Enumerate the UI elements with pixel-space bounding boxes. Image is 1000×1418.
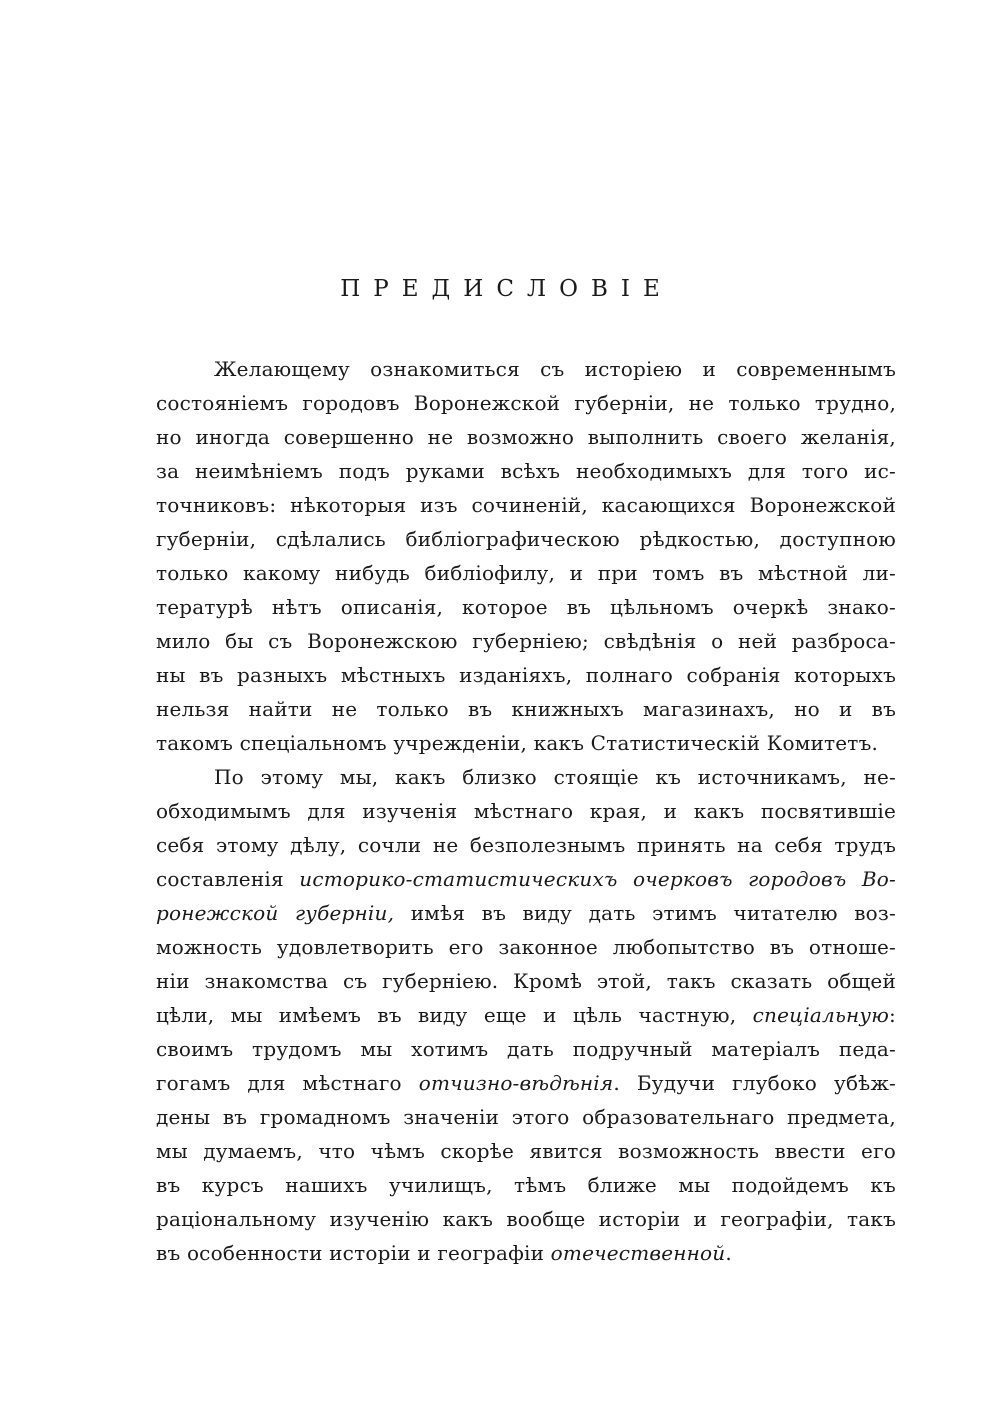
text-line xyxy=(156,896,896,930)
text-run: имѣя въ виду дать этимъ читателю воз- xyxy=(394,901,896,925)
text-line: дены въ громадномъ значеніи этого образовательнаго предмета, xyxy=(156,1105,896,1129)
text-line: состояніемъ городовъ Воронежской губерніи, не только трудно, xyxy=(156,391,896,415)
text-line: раціональному изученію какъ вообще исторіи и географіи, такъ xyxy=(156,1207,896,1231)
text-line: обходимымъ для изученія мѣстнаго края, и какъ посвятившіе xyxy=(156,799,896,823)
text-line xyxy=(156,862,896,896)
text-line xyxy=(156,998,896,1032)
text-line: можность удовлетворить его законное любопытство въ отноше- xyxy=(156,935,896,959)
text-line: только какому нибудь библіофилу, и при томъ въ мѣстной ли- xyxy=(156,561,896,585)
text-line: ніи знакомства съ губерніею. Кромѣ этой, такъ сказать общей xyxy=(156,969,896,993)
italic-word: отечественной xyxy=(550,1241,726,1265)
text-line xyxy=(156,1236,896,1270)
text-line: такомъ спеціальномъ учрежденіи, какъ Статистическій Комитетъ. xyxy=(156,731,879,755)
paragraph-1 xyxy=(156,352,896,760)
text-run: въ особенности исторіи и географіи xyxy=(156,1241,551,1265)
italic-word: спеціальную xyxy=(752,1003,890,1027)
text-line: губерніи, сдѣлались библіографическою рѣдкостью, доступною xyxy=(156,527,896,551)
text-run: : xyxy=(889,1003,896,1027)
text-line xyxy=(156,1066,896,1100)
text-line: себя этому дѣлу, сочли не безполезнымъ принять на себя трудъ xyxy=(156,833,896,857)
italic-title-run: историко-статистическихъ очерковъ городовъ Во- xyxy=(299,867,896,891)
text-run: . Будучи глубоко убѣж- xyxy=(613,1071,896,1095)
text-line: своимъ трудомъ мы хотимъ дать подручный матеріалъ педа- xyxy=(156,1037,896,1061)
italic-word: отчизно-вѣдѣнія xyxy=(418,1071,614,1095)
italic-title-run: ронежской губерніи, xyxy=(156,901,395,925)
text-run: . xyxy=(725,1241,732,1265)
text-line: въ курсъ нашихъ училищъ, тѣмъ ближе мы подойдемъ къ xyxy=(156,1173,896,1197)
text-line: мы думаемъ, что чѣмъ скорѣе явится возможность ввести его xyxy=(156,1139,896,1163)
text-line: но иногда совершенно не возможно выполнить своего желанія, xyxy=(156,425,896,449)
text-line: По этому мы, какъ близко стоящіе къ источникамъ, не- xyxy=(214,765,896,789)
text-run: гогамъ для мѣстнаго xyxy=(156,1071,419,1095)
preface-body xyxy=(156,352,896,1270)
text-line: точниковъ: нѣкоторыя изъ сочиненій, касающихся Воронежской xyxy=(156,493,896,517)
text-line: тературѣ нѣтъ описанія, которое въ цѣльномъ очеркѣ знако- xyxy=(156,595,896,619)
text-line: нельзя найти не только въ книжныхъ магазинахъ, но и въ xyxy=(156,697,896,721)
text-run: цѣли, мы имѣемъ въ виду еще и цѣль частную, xyxy=(156,1003,753,1027)
text-line: ны въ разныхъ мѣстныхъ изданіяхъ, полнаго собранія которыхъ xyxy=(156,663,896,687)
paragraph-2 xyxy=(156,760,896,1270)
text-run: составленія xyxy=(156,867,300,891)
text-line: мило бы съ Воронежскою губерніею; свѣдѣнія о ней разброса- xyxy=(156,629,896,653)
text-line: Желающему ознакомиться съ исторіею и современнымъ xyxy=(214,357,896,381)
page-title: ПРЕДИСЛОВІЕ xyxy=(340,276,673,302)
text-line: за неимѣніемъ подъ руками всѣхъ необходимыхъ для того ис- xyxy=(156,459,896,483)
